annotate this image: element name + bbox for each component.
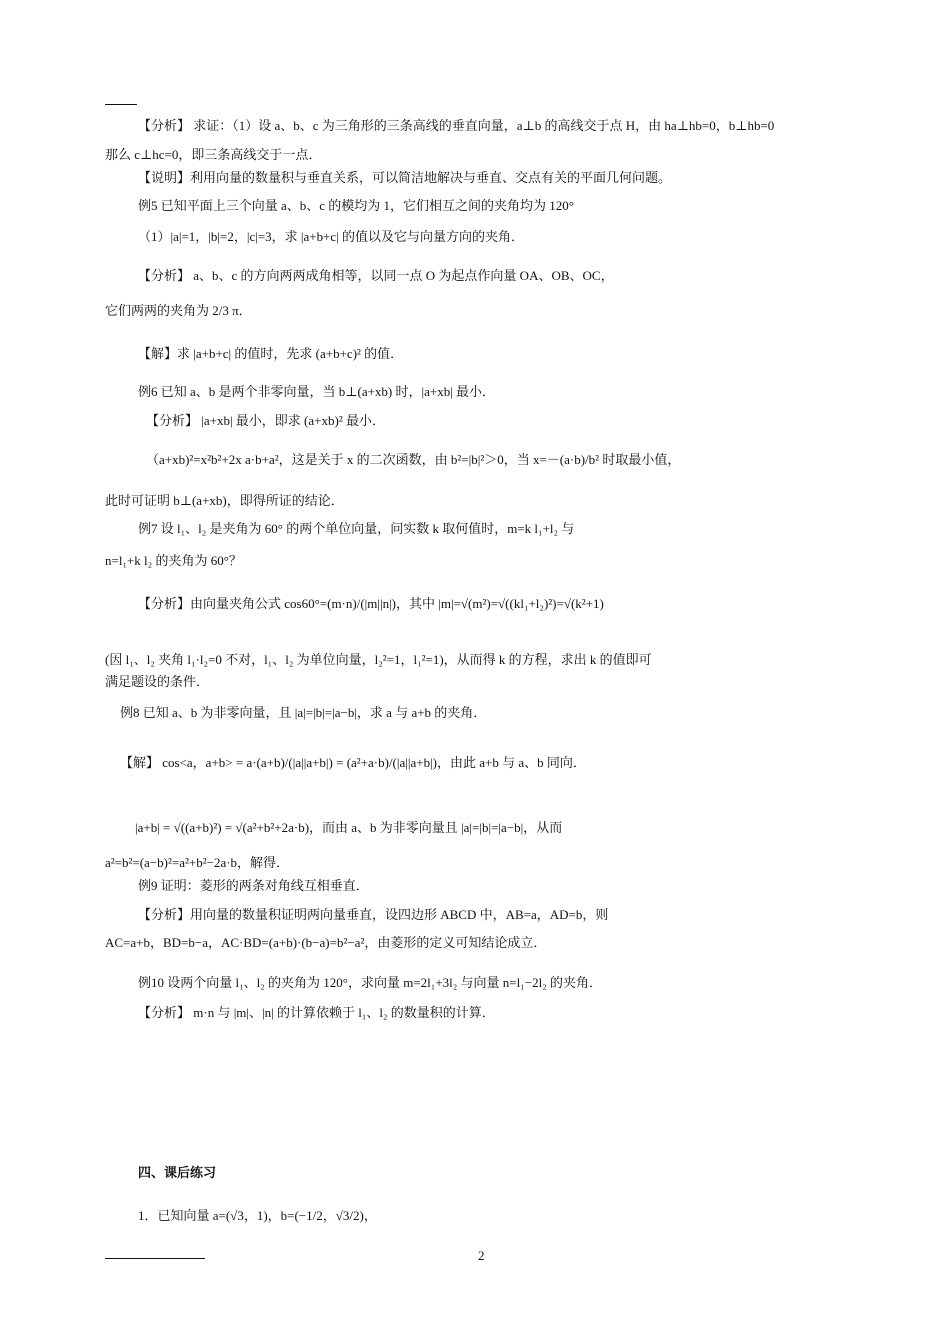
text-line: AC=a+b，BD=b−a，AC·BD=(a+b)·(b−a)=b²−a²，由菱形的定义可知结论成立．	[105, 935, 547, 950]
text-line: 例9 证明：菱形的两条对角线互相垂直．	[138, 878, 369, 893]
text-line: 【分析】 a、b、c 的方向两两成角相等，以同一点 O 为起点作向量 OA、OB、OC，	[138, 268, 614, 283]
text-line: 【分析】用向量的数量积证明两向量垂直，设四边形 ABCD 中，AB=a，AD=b，则	[138, 907, 609, 922]
text-line: 【解】求 |a+b+c| 的值时，先求 (a+b+c)² 的值．	[138, 346, 404, 361]
text-line: 【说明】利用向量的数量积与垂直关系，可以简洁地解决与垂直、交点有关的平面几何问题。	[138, 170, 672, 185]
text-line: 例5 已知平面上三个向量 a、b、c 的模均为 1，它们相互之间的夹角均为 120°	[138, 198, 574, 213]
text-line: |a+b| = √((a+b)²) = √(a²+b²+2a·b)，而由 a、b 为非零向量且 |a|=|b|=|a−b|，从而	[135, 820, 563, 835]
text-line: a²=b²=(a−b)²=a²+b²−2a·b，解得．	[105, 855, 290, 870]
text-line: （a+xb)²=x²b²+2x a·b+a²，这是关于 x 的二次函数，由 b²=|b|²＞0，当 x=－(a·b)/b² 时取最小值，	[146, 452, 681, 467]
text-line: 那么 c⊥hc=0，即三条高线交于一点．	[105, 147, 322, 162]
text-line: 【分析】由向量夹角公式 cos60°=(m·n)/(|m||n|)，其中 |m|=√(m²)=√((kl₁+l₂)²)=√(k²+1)	[138, 596, 604, 611]
text-line: 例10 设两个向量 l₁、l₂ 的夹角为 120°，求向量 m=2l₁+3l₂ 与向量 n=l₁−2l₂ 的夹角．	[138, 975, 603, 990]
text-line: 此时可证明 b⊥(a+xb)，即得所证的结论．	[105, 493, 344, 508]
header-rule	[105, 104, 137, 105]
text-line: 满足题设的条件．	[105, 674, 210, 689]
text-line: n=l₁+k l₂ 的夹角为 60°？	[105, 553, 242, 568]
footer-rule	[105, 1258, 205, 1259]
section-heading: 四、课后练习	[138, 1165, 217, 1180]
page-number: 2	[478, 1248, 485, 1263]
text-line: 例6 已知 a、b 是两个非零向量，当 b⊥(a+xb) 时，|a+xb| 最小．	[138, 384, 496, 399]
text-line: 【分析】 求证：（1）设 a、b、c 为三角形的三条高线的垂直向量，a⊥b 的高线交于点 H，由 ha⊥hb=0，b⊥hb=0	[138, 118, 775, 133]
text-line: 【分析】 |a+xb| 最小，即求 (a+xb)² 最小．	[146, 413, 385, 428]
text-line: 【分析】 m·n 与 |m|、|n| 的计算依赖于 l₁、l₂ 的数量积的计算．	[138, 1005, 495, 1020]
text-line: (因 l₁、l₂ 夹角 l₁·l₂=0 不对，l₁、l₂ 为单位向量，l₂²=1，l₁²=1)，从而得 k 的方程，求出 k 的值即可	[105, 652, 652, 667]
text-line: 它们两两的夹角为 2/3 π．	[105, 303, 252, 318]
exercise-line: 1．已知向量 a=(√3，1)，b=(−1/2，√3/2)，	[138, 1208, 377, 1223]
text-line: 例8 已知 a、b 为非零向量，且 |a|=|b|=|a−b|，求 a 与 a+b 的夹角．	[120, 705, 487, 720]
text-line: 例7 设 l₁、l₂ 是夹角为 60° 的两个单位向量，问实数 k 取何值时，m=k l₁+l₂ 与	[138, 521, 575, 536]
text-line: （1）|a|=1，|b|=2，|c|=3，求 |a+b+c| 的值以及它与向量方向的夹角．	[138, 229, 525, 244]
text-line: 【解】 cos<a，a+b> = a·(a+b)/(|a||a+b|) = (a²+a·b)/(|a||a+b|)，由此 a+b 与 a、b 同向．	[120, 755, 586, 770]
